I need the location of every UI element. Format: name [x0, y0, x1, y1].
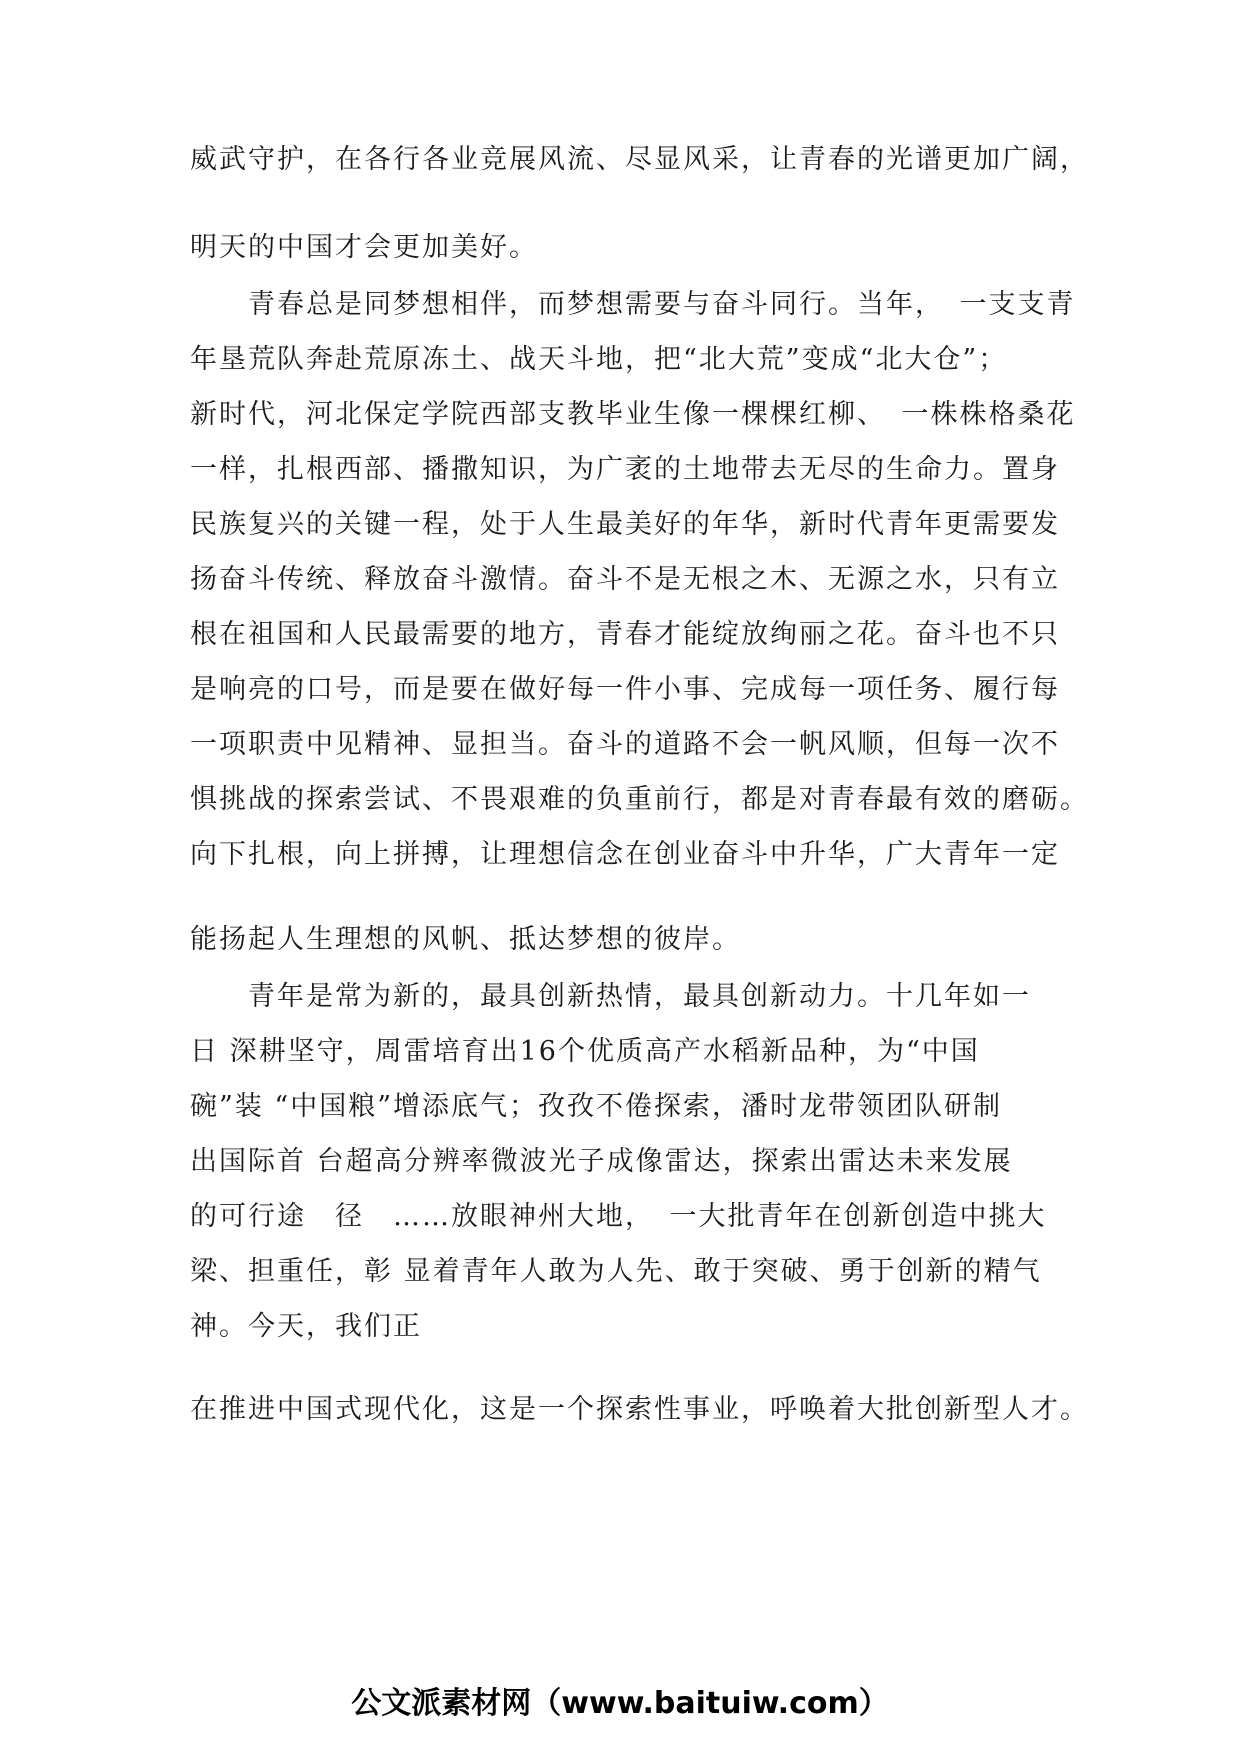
footer-watermark: 公文派素材网（www.baituiw.com） [351, 1686, 889, 1721]
text-line: 威武守护，在各行各业竞展风流、尽显风采，让青春的光谱更加广阔， [190, 144, 1089, 175]
text-line: 扬奋斗传统、释放奋斗激情。奋斗不是无根之木、无源之水，只有立 [190, 564, 1060, 595]
text-line: 青春总是同梦想相伴，而梦想需要与奋斗同行。当年， 一支支青 [190, 289, 1076, 320]
text-line: 惧挑战的探索尝试、不畏艰难的负重前行，都是对青春最有效的磨砺。 [190, 784, 1089, 815]
text-line: 一样，扎根西部、播撒知识，为广袤的土地带去无尽的生命力。置身 [190, 454, 1060, 485]
text-line: 青年是常为新的，最具创新热情，最具创新动力。十几年如一 [190, 981, 1031, 1012]
text-line: 碗”装 “中国粮”增添底气；孜孜不倦探索，潘时龙带领团队研制 [190, 1091, 1002, 1122]
text-line: 向下扎根，向上拼搏，让理想信念在创业奋斗中升华，广大青年一定 [190, 839, 1060, 870]
text-line: 神。今天，我们正 [190, 1311, 422, 1342]
text-line: 的可行途 径 ……放眼神州大地， 一大批青年在创新创造中挑大 [190, 1201, 1047, 1232]
text-line: 能扬起人生理想的风帆、抵达梦想的彼岸。 [190, 924, 741, 955]
text-line: 是响亮的口号，而是要在做好每一件小事、完成每一项任务、履行每 [190, 674, 1060, 705]
text-line: 年垦荒队奔赴荒原冻土、战天斗地，把“北大荒”变成“北大仓”； [190, 344, 1008, 375]
text-line: 梁、担重任，彰 显着青年人敢为人先、敢于突破、勇于创新的精气 [190, 1256, 1042, 1287]
text-line: 新时代，河北保定学院西部支教毕业生像一棵棵红柳、 一株株格桑花 [190, 399, 1076, 430]
text-line: 民族复兴的关键一程，处于人生最美好的年华，新时代青年更需要发 [190, 509, 1060, 540]
text-line: 明天的中国才会更加美好。 [190, 232, 538, 263]
text-line: 根在祖国和人民最需要的地方，青春才能绽放绚丽之花。奋斗也不只 [190, 619, 1060, 650]
text-line: 在推进中国式现代化，这是一个探索性事业，呼唤着大批创新型人才。 [190, 1394, 1089, 1425]
text-line: 一项职责中见精神、显担当。奋斗的道路不会一帆风顺，但每一次不 [190, 729, 1060, 760]
text-line: 出国际首 台超高分辨率微波光子成像雷达，探索出雷达未来发展 [190, 1146, 1013, 1177]
text-line: 日 深耕坚守，周雷培育出16个优质高产水稻新品种，为“中国 [190, 1036, 980, 1067]
